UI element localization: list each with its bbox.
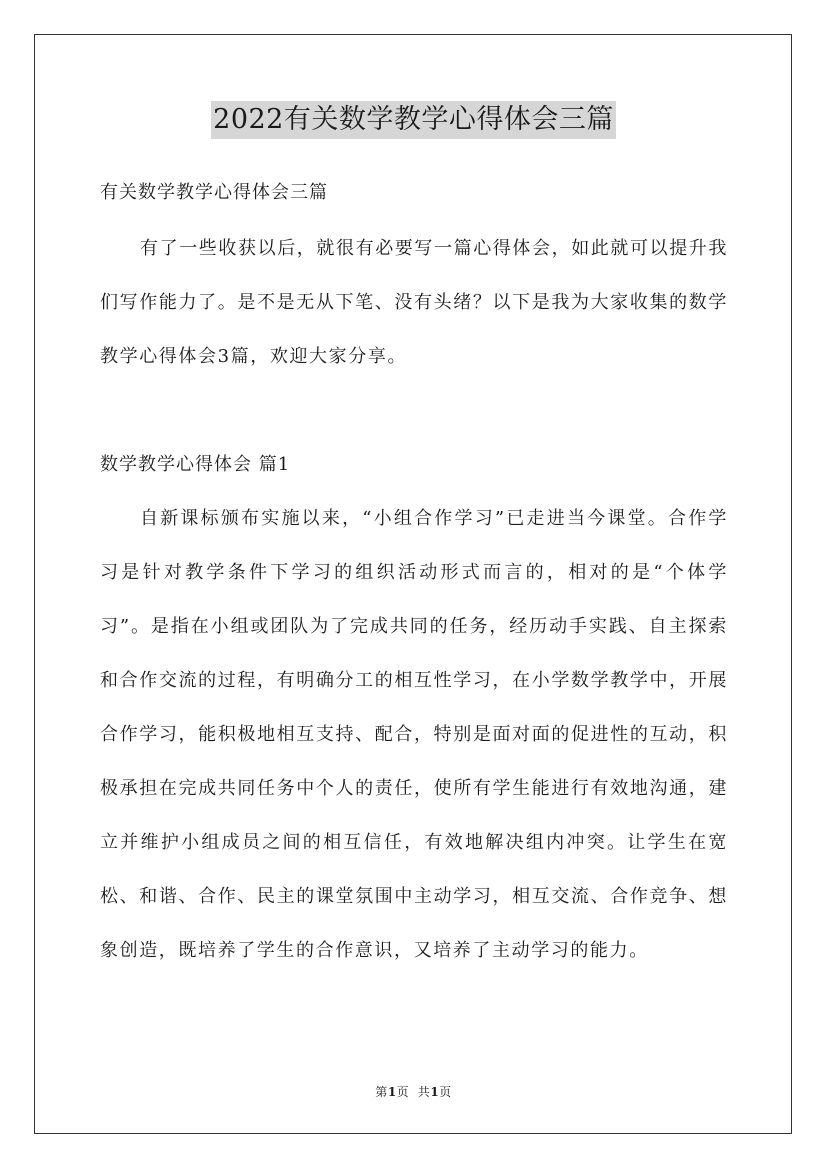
page-footer bbox=[0, 1083, 827, 1101]
title-container bbox=[0, 101, 827, 139]
footer-page-prefix: 第 bbox=[375, 1085, 388, 1099]
footer-page-mid: 页 共 bbox=[396, 1085, 431, 1099]
footer-page-current: 1 bbox=[387, 1085, 397, 1099]
intro-paragraph: 有了一些收获以后，就很有必要写一篇心得体会，如此就可以提升我们写作能力了。是不是无从下笔、没有头绪？以下是我为大家收集的数学教学心得体会3篇，欢迎大家分享。 bbox=[100, 238, 728, 367]
footer-page-total: 1 bbox=[430, 1085, 440, 1099]
section-paragraph: 自新课标颁布实施以来，“小组合作学习”已走进当今课堂。合作学习是针对教学条件下学习的组织活动形式而言的，相对的是“个体学习”。是指在小组或团队为了完成共同的任务，经历动手实践、自主探索和合作交流的过程，有明确分工的相互性学习，在小学数学教学中，开展合作学习，能积极地相互支持、配合，特别是面对面的促进性的互动，积极承担在完成共同任务中个人的责任，使所有学生能进行有效地沟通，建立并维护小组成员之间的相互信任，有效地解决组内冲突。让学生在宽松、和谐、合作、民主的课堂氛围中主动学习，相互交流、合作竞争、想象创造，既培养了学生的合作意识，又培养了主动学习的能力。 bbox=[100, 508, 728, 961]
footer-page-suffix: 页 bbox=[439, 1085, 452, 1099]
document-subtitle: 有关数学教学心得体会三篇 bbox=[100, 182, 328, 203]
document-title: 2022有关数学教学心得体会三篇 bbox=[211, 101, 616, 139]
section-heading: 数学教学心得体会 篇1 bbox=[100, 454, 291, 475]
